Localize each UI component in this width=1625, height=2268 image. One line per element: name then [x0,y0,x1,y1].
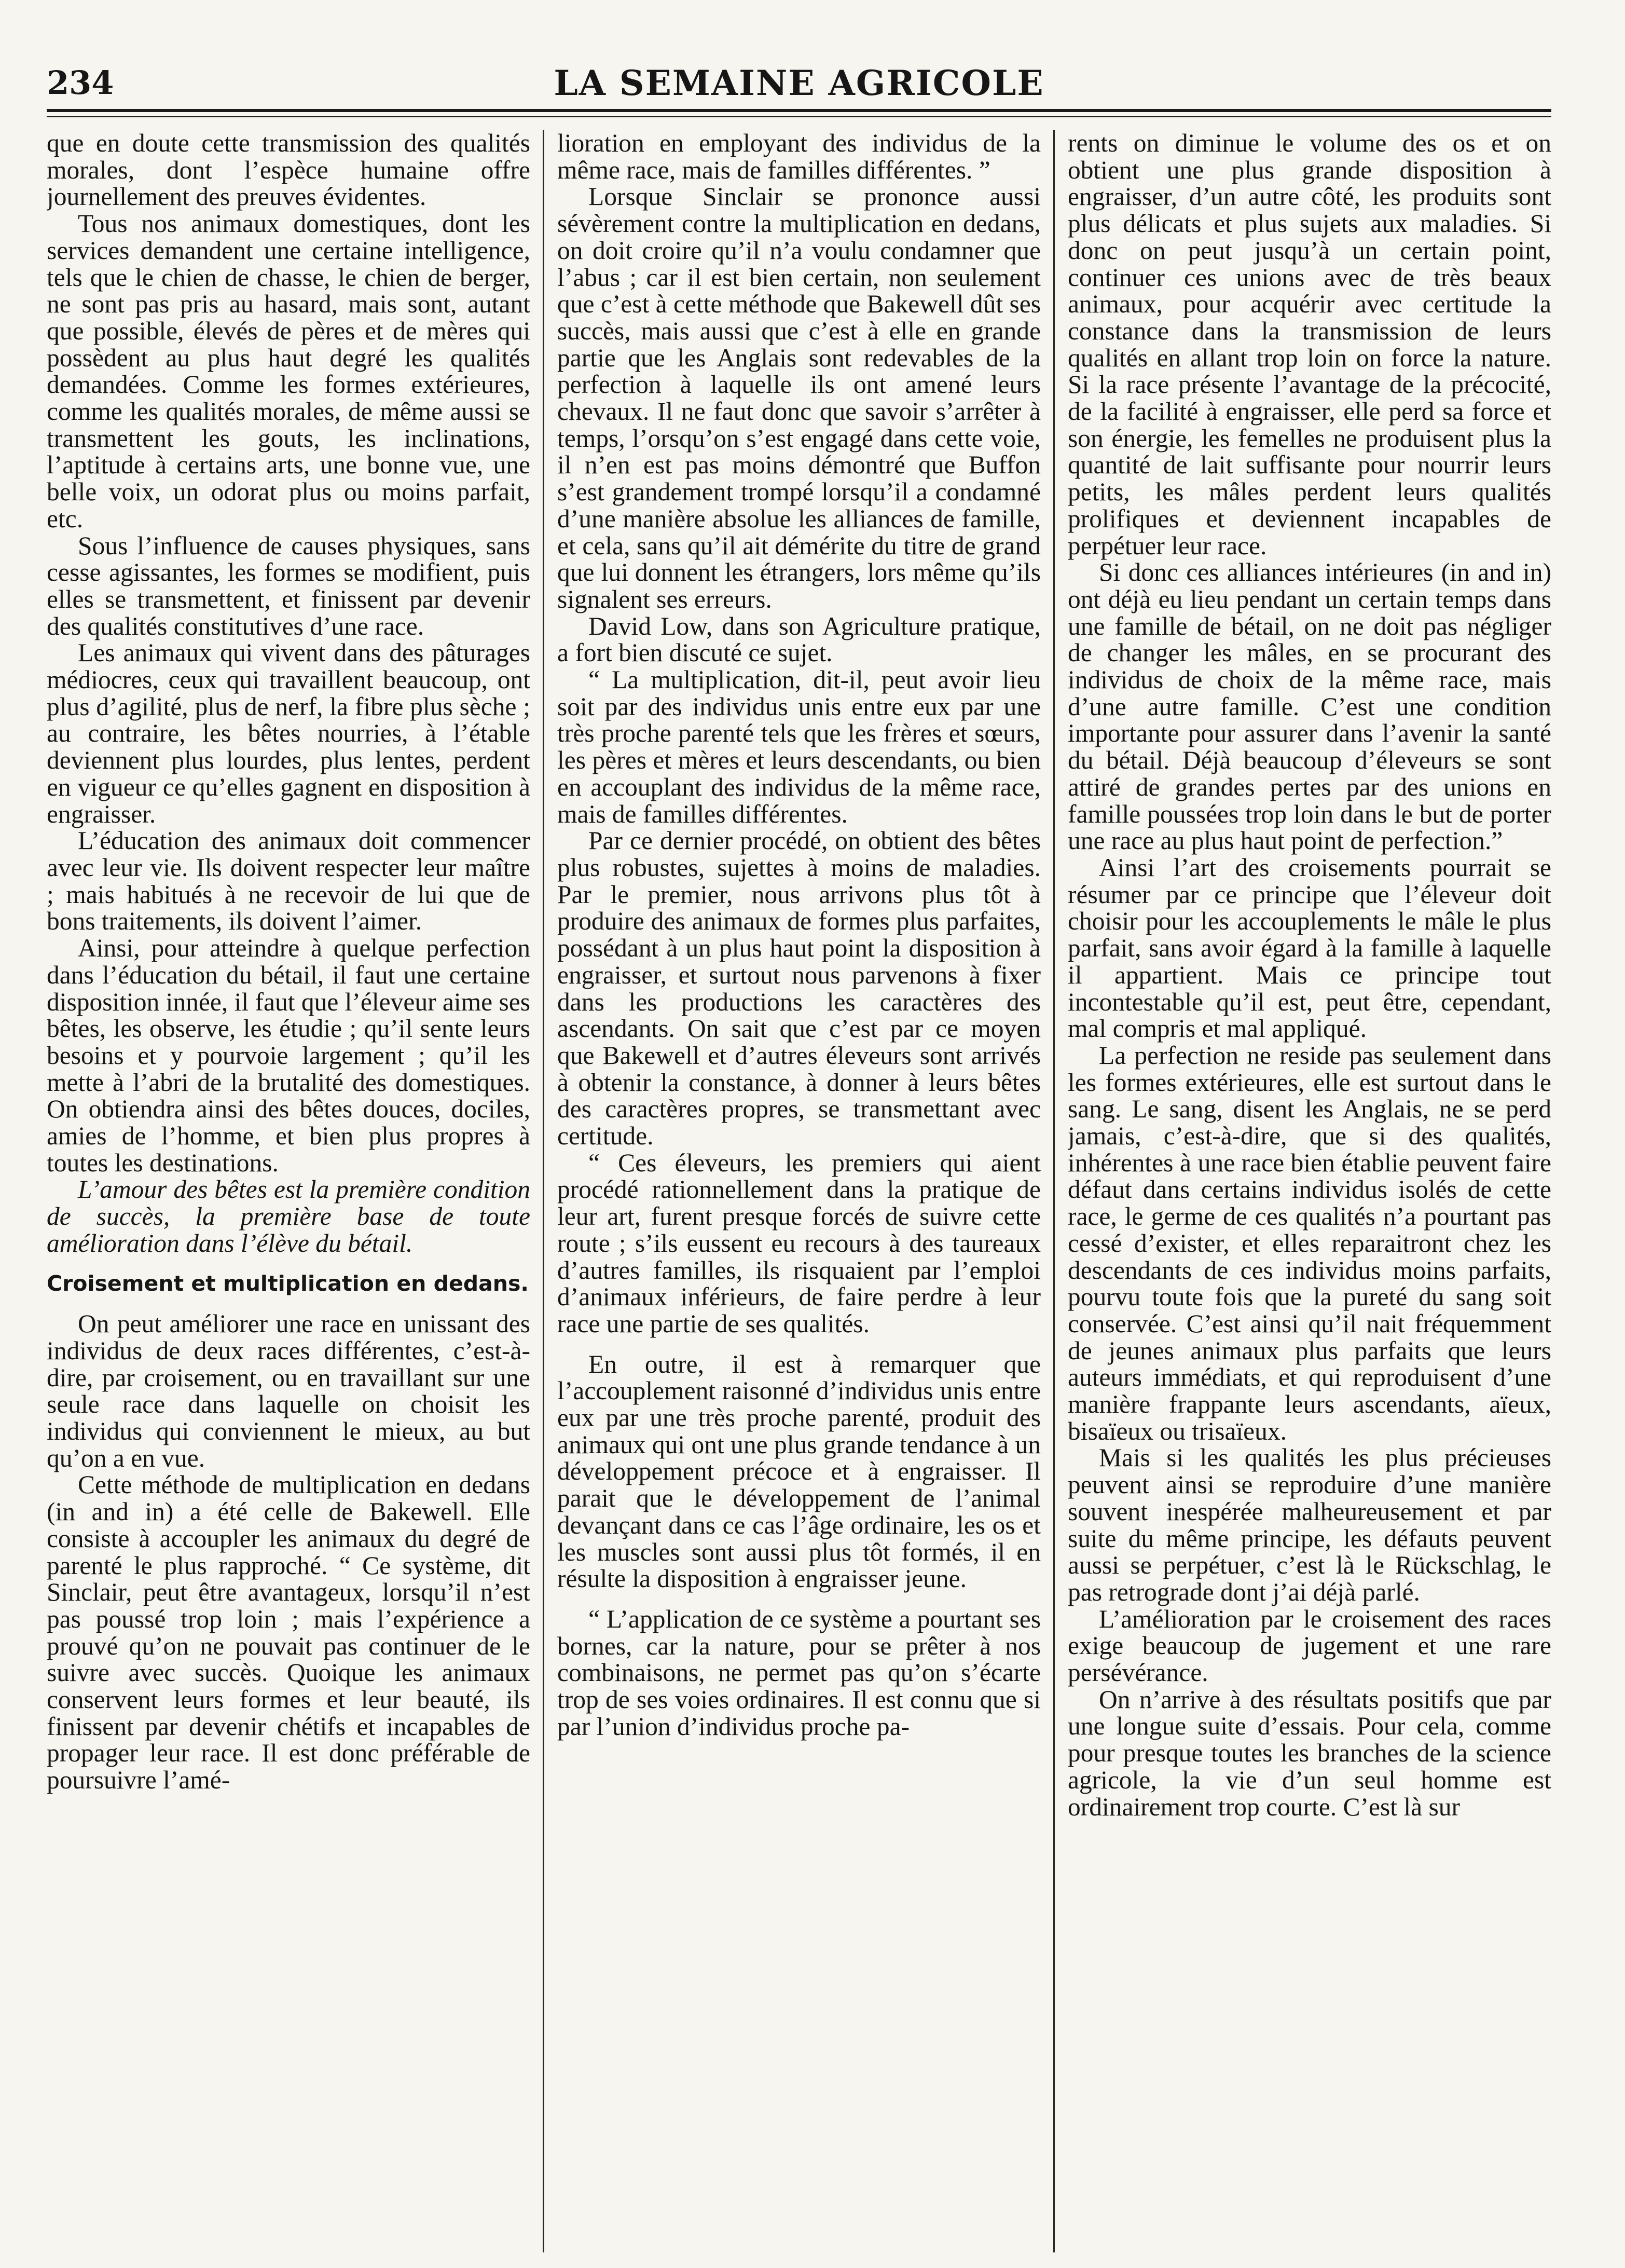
article-columns [47,130,1551,2252]
paragraph: “ La multiplication, dit-il, peut avoir lieu soit par des individus unis entre eux par une très proche parenté tels que les frères et sœurs, les pères et mères et leurs descendants, ou bien en accouplant des individus de la même race, mais de familles différentes. [557,665,1041,828]
paragraph: En outre, il est à remarquer que l’accouplement raisonné d’individus unis entre eux par une très proche parenté, produit des animaux qui ont une plus grande tendance à un développement précoce et à engraisser. Il parait que le développement de l’animal devançant dans ce cas l’âge ordinaire, les os et les muscles sont aussi plus tôt formés, il en résulte la disposition à engraisser jeune. [557,1349,1041,1593]
paragraph-gap [557,1337,1041,1351]
page-header [47,62,1551,104]
paragraph: que en doute cette transmission des qualités morales, dont l’espèce humaine offre journellement des preuves évidentes. [47,130,530,211]
column-3 [1068,130,1551,2252]
header-rule-thick [47,109,1551,112]
paragraph: “ L’application de ce système a pourtant ses bornes, car la nature, pour se prêter à nos combinaisons, ne permet pas qu’on s’écarte trop de ses voies ordinaires. Il est connu que si par l’union d’individus proche pa- [557,1604,1041,1741]
paragraph-gap [557,1592,1041,1606]
paragraph: Tous nos animaux domestiques, dont les services demandent une certaine intelligence, tels que le chien de chasse, le chien de berger, ne sont pas pris au hasard, mais sont, autant que possible, élevés de pères et de mères qui possèdent au plus haut degré les qualités demandées. Comme les formes extérieures, comme les qualités morales, de même aussi se transmettent les gouts, les inclinations, l’aptitude à certains arts, une bonne vue, une belle voix, un odorat plus ou moins parfait, etc. [47,209,530,533]
paragraph: Par ce dernier procédé, on obtient des bêtes plus robustes, sujettes à moins de maladies. Par le premier, nous arrivons plus tôt à produire des animaux de formes plus parfaites, possédant à un plus haut point la disposition à engraisser, et surtout nous parvenons à fixer dans les productions les caractères des ascendants. On sait que c’est par ce moyen que Bakewell et d’autres éleveurs sont arrivés à obtenir la constance, à donner à leurs bêtes des caractères propres, se transmettant avec certitude. [557,826,1041,1151]
paragraph: Si donc ces alliances intérieures (in and in) ont déjà eu lieu pendant un certain temps dans une famille de bétail, on ne doit pas négliger de changer les mâles, en se procurant des individus de choix de la même race, mais d’une autre famille. C’est une condition importante pour assurer dans l’avenir la santé du bétail. Déjà beaucoup d’éleveurs se sont attiré de grandes pertes par des unions en famille poussées trop loin dans le but de porter une race au plus haut point de perfection.” [1068,558,1551,855]
paragraph-gap [47,1257,530,1270]
paragraph: Les animaux qui vivent dans des pâturages médiocres, ceux qui travaillent beaucoup, ont plus d’agilité, plus de nerf, la fibre plus sèche ; au contraire, les bêtes nourries, à l’étable deviennent plus lourdes, plus lentes, perdent en vigueur ce qu’elles gagnent en disposition à engraisser. [47,638,530,828]
paragraph: Sous l’influence de causes physiques, sans cesse agissantes, les formes se modifient, puis elles se transmettent, et finissent par devenir des qualités constitutives d’une race. [47,531,530,640]
paragraph: Lorsque Sinclair se prononce aussi sévèrement contre la multiplication en dedans, on doit croire qu’il n’a voulu condamner que l’abus ; car il est bien certain, non seulement que c’est à cette méthode que Bakewell dût ses succès, mais aussi que c’est à elle en grande partie que les Anglais sont redevables de la perfection à laquelle ils ont amené leurs chevaux. Il ne faut donc que savoir s’arrêter à temps, l’orsqu’on s’est engagé dans cette voie, il n’en est pas moins démontré que Buffon s’est grandement trompé lorsqu’il a condamné d’une manière absolue les alliances de famille, et cela, sans qu’il ait démérite du titre de grand que lui donnent les étrangers, lors même qu’ils signalent ses erreurs. [557,182,1041,613]
paragraph: On n’arrive à des résultats positifs que par une longue suite d’essais. Pour cela, comme pour presque toutes les branches de la science agricole, la vie d’un seul homme est ordinairement trop courte. C’est là sur [1068,1685,1551,1821]
journal-title: LA SEMAINE AGRICOLE [554,63,1044,103]
column-divider [1053,130,1055,2252]
paragraph: “ Ces éleveurs, les premiers qui aient procédé rationnellement dans la pratique de leur art, furent presque forcés de suivre cette route ; s’ils eussent eu recours à des taureaux d’autres familles, ils risquaient par l’emploi d’animaux inférieurs, de faire perdre à leur race une partie de ses qualités. [557,1148,1041,1338]
column-divider [543,130,544,2252]
paragraph: Ainsi l’art des croisements pourrait se résumer par ce principe que l’éleveur doit choisir pour les accouplements le mâle le plus parfait, sans avoir égard à la famille à laquelle il appartient. Mais ce principe tout incontestable qu’il est, peut être, cependant, mal compris et mal appliqué. [1068,853,1551,1043]
page-number: 234 [47,64,114,102]
paragraph: L’amélioration par le croisement des races exige beaucoup de jugement et une rare persévérance. [1068,1604,1551,1687]
paragraph: La perfection ne reside pas seulement dans les formes extérieures, elle est surtout dans le sang. Le sang, disent les Anglais, ne se perd jamais, c’est-à-dire, que si des qualités, inhérentes à une race bien établie peuvent faire défaut dans certains individus isolés de cette race, le germe de ces qualités n’a pourtant pas cessé d’exister, et elles reparaitront chez les descendants de ces individus moins parfaits, pourvu toute fois que la pureté du sang soit conservée. C’est ainsi qu’il nait fréquemment de jeunes animaux plus parfaits que leurs auteurs immédiats, et qui reproduisent d’une manière frappante leurs ascendants, aïeux, bisaïeux ou trisaïeux. [1068,1041,1551,1445]
paragraph: lioration en employant des individus de la même race, mais de familles différentes. ” [557,130,1041,184]
paragraph: Cette méthode de multiplication en dedans (in and in) a été celle de Bakewell. Elle consiste à accoupler les animaux du degré de parenté le plus rapproché. “ Ce système, dit Sinclair, peut être avantageux, lorsqu’il n’est pas poussé trop loin ; mais l’expérience a prouvé qu’on ne pouvait pas continuer de le suivre avec succès. Quoique les animaux conservent leurs formes et leur beauté, ils finissent par devenir chétifs et incapables de propager leur race. Il est donc préférable de poursuivre l’amé- [47,1470,530,1795]
header-rule-thin [47,116,1551,117]
paragraph: On peut améliorer une race en unissant des individus de deux races différentes, c’est-à-dire, par croisement, ou en travaillant sur une seule race dans laquelle on choisit les individus qui conviennent le mieux, au but qu’on a en vue. [47,1309,530,1472]
paragraph: David Low, dans son Agriculture pratique, a fort bien discuté ce sujet. [557,611,1041,667]
paragraph: L’éducation des animaux doit commencer avec leur vie. Ils doivent respecter leur maître ; mais habitués à ne recevoir de lui que de bons traitements, ils doivent l’aimer. [47,826,530,936]
paragraph: L’amour des bêtes est la première condition de succès, la première base de toute amélioration dans l’élève du bétail. [47,1175,530,1258]
paragraph: Ainsi, pour atteindre à quelque perfection dans l’éducation du bétail, il faut une certaine disposition innée, il faut que l’éleveur aime ses bêtes, les observe, les étudie ; qu’il sente leurs besoins et y pourvoie largement ; qu’il les mette à l’abri de la brutalité des domestiques. On obtiendra ainsi des bêtes douces, dociles, amies de l’homme, et bien plus propres à toutes les destinations. [47,934,530,1177]
column-1 [47,130,530,2252]
paragraph: Mais si les qualités les plus précieuses peuvent ainsi se reproduire d’une manière souvent inespérée malheureusement et par suite du même principe, les défauts peuvent aussi se perpétuer, c’est là le Rückschlag, le pas retrograde dont j’ai déjà parlé. [1068,1443,1551,1606]
section-heading: Croisement et multiplication en dedans. [47,1270,529,1296]
paragraph: rents on diminue le volume des os et on obtient une plus grande disposition à engraisser, d’un autre côté, les produits sont plus délicats et plus sujets aux maladies. Si donc on peut jusqu’à un certain point, continuer ces unions avec de très beaux animaux, pour acquérir avec certitude la constance dans la transmission de leurs qualités en allant trop loin on force la nature. Si la race présente l’avantage de la précocité, de la facilité à engraisser, elle perd sa force et son énergie, les femelles ne produisent plus la quantité de lait suffisante pour nourrir leurs petits, les mâles perdent leurs qualités prolifiques et deviennent incapables de perpétuer leur race. [1068,130,1551,560]
column-2 [557,130,1041,2252]
paragraph-gap [47,1297,530,1310]
